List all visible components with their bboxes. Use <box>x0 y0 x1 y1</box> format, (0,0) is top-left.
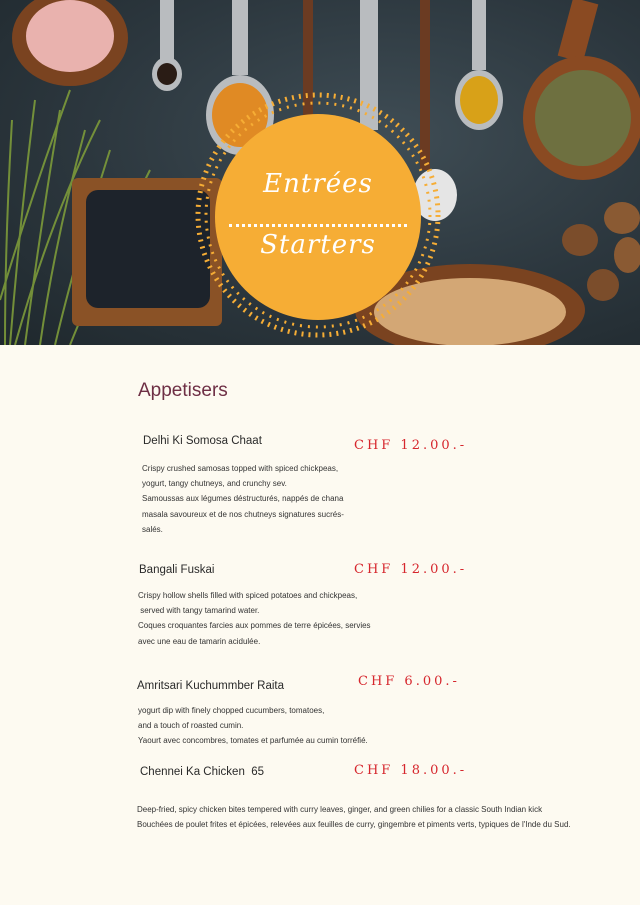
description-line: Crispy crushed samosas topped with spiced chickpeas, <box>142 464 339 473</box>
description-line: served with tangy tamarind water. <box>138 606 260 616</box>
title-badge <box>215 114 421 320</box>
item-price: CHF 12.00.- <box>354 438 468 453</box>
item-description <box>138 703 368 749</box>
item-description <box>137 802 571 832</box>
description-line: Samoussas aux légumes déstructurés, nappés de chana <box>142 494 344 504</box>
item-name: Amritsari Kuchummber Raita <box>137 680 284 692</box>
description-line: yogurt, tangy chutneys, and crunchy sev. <box>142 479 287 489</box>
description-line: Deep-fried, spicy chicken bites tempered with curry leaves, ginger, and green chilies for a classic South Indian kick <box>137 805 543 814</box>
description-line: Crispy hollow shells filled with spiced potatoes and chickpeas, <box>138 591 358 600</box>
section-title: Appetisers <box>138 380 228 401</box>
item-price: CHF 12.00.- <box>354 562 468 577</box>
description-line: Yaourt avec concombres, tomates et parfumée au cumin torréfié. <box>138 736 368 746</box>
title-french: Entrées <box>263 169 373 199</box>
title-divider <box>229 224 407 227</box>
item-price: CHF 6.00.- <box>358 674 460 689</box>
hero-image <box>0 0 640 345</box>
description-line: avec une eau de tamarin acidulée. <box>138 636 261 646</box>
description-line: masala savoureux et de nos chutneys signatures sucrés- <box>142 509 344 519</box>
menu-content <box>0 345 640 905</box>
description-line: Bouchées de poulet frites et épicées, relevées aux feuilles de curry, gingembre et piments verts, typiques de l'Inde du Sud. <box>137 820 571 830</box>
description-line: yogurt dip with finely chopped cucumbers, tomatoes, <box>138 706 325 715</box>
description-line: Coques croquantes farcies aux pommes de terre épicées, servies <box>138 621 371 631</box>
description-line: and a touch of roasted cumin. <box>138 721 244 731</box>
item-name: Chennei Ka Chicken 65 <box>140 766 265 778</box>
item-price: CHF 18.00.- <box>354 763 468 778</box>
item-description <box>142 461 344 537</box>
item-description <box>138 588 371 649</box>
item-name: Delhi Ki Somosa Chaat <box>143 435 262 447</box>
item-name: Bangali Fuskai <box>139 564 215 576</box>
title-english: Starters <box>260 230 376 260</box>
description-line: salés. <box>142 524 163 534</box>
